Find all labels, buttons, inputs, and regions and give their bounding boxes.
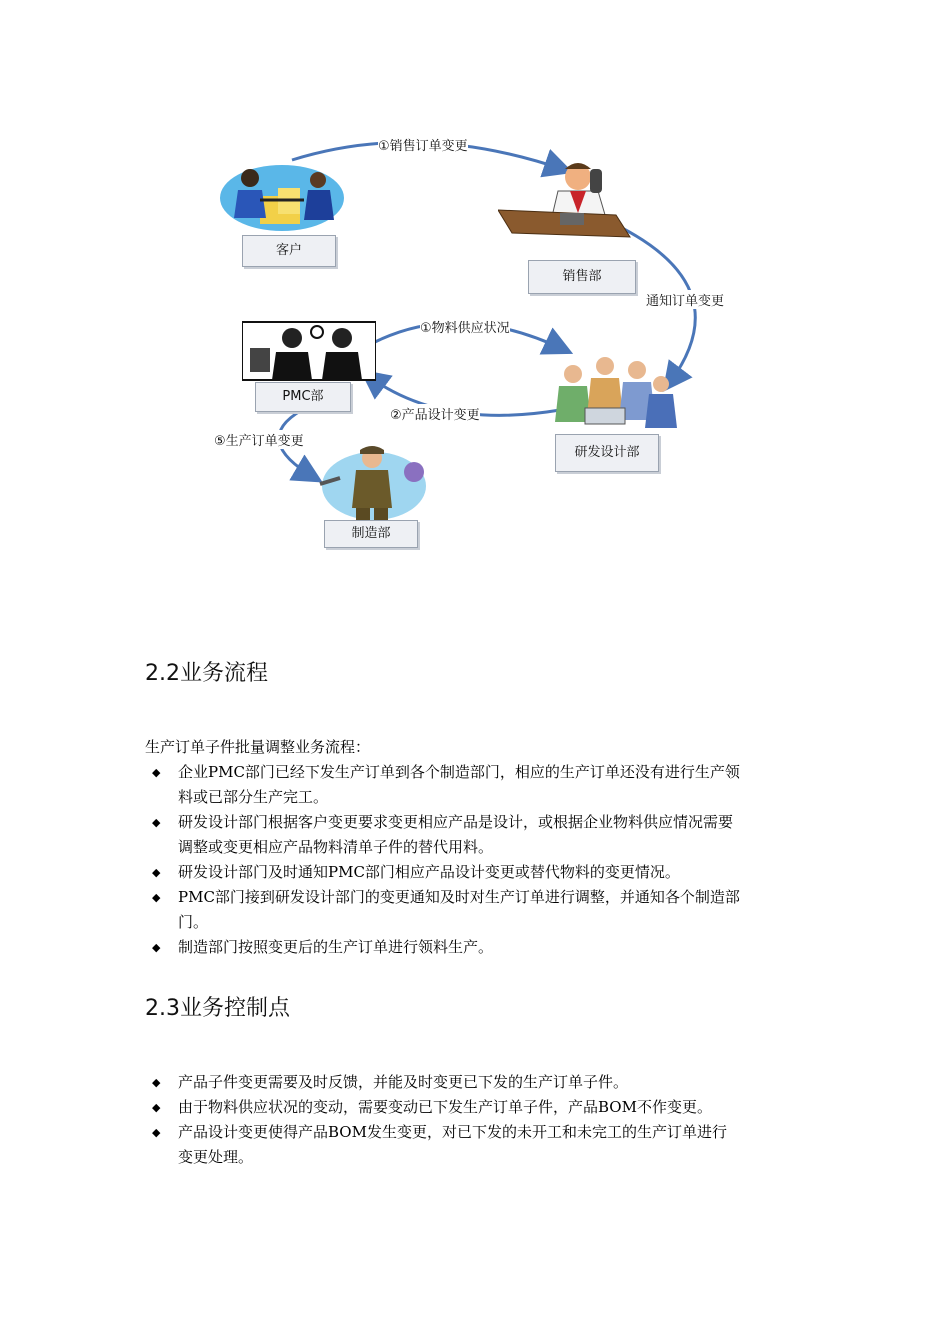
pmc-meeting-illustration [242, 318, 376, 384]
manufacturing-worker-illustration [316, 442, 434, 524]
customer-handshake-illustration [220, 160, 350, 232]
list-item [150, 760, 820, 810]
diamond-bullet-icon: ◆ [152, 1076, 161, 1089]
diamond-bullet-icon: ◆ [152, 766, 161, 779]
list-item [150, 885, 820, 935]
business-flow-diagram [0, 0, 950, 600]
list-item-line: 门。 [178, 913, 209, 931]
edge-label-product-design-change: ②产品设计变更 [390, 404, 480, 423]
node-customer-label: 客户 [275, 243, 302, 258]
node-rd [555, 434, 659, 472]
sales-phone-illustration [498, 155, 638, 255]
list-item-line: 企业PMC部门已经下发生产订单到各个制造部门，相应的生产订单还没有进行生产领 [178, 763, 740, 781]
list-item [150, 1120, 820, 1170]
flow-arrows [0, 0, 950, 600]
edge-label-production-order-change: ⑤生产订单变更 [214, 430, 304, 449]
edge-label-material-supply: ①物料供应状况 [420, 317, 510, 336]
list-item-line: 研发设计部门及时通知PMC部门相应产品设计变更或替代物料的变更情况。 [178, 863, 680, 881]
list-item [150, 1070, 820, 1095]
list-item-line: 变更处理。 [178, 1148, 254, 1166]
node-customer [242, 235, 336, 267]
node-manufacturing [324, 520, 418, 548]
node-sales-label: 销售部 [562, 269, 602, 284]
rd-team-illustration [545, 352, 680, 430]
node-pmc [255, 382, 351, 412]
list-item-line: 研发设计部门根据客户变更要求变更相应产品是设计，或根据企业物料供应情况需要 [178, 813, 734, 831]
list-item [150, 935, 820, 960]
list-item [150, 860, 820, 885]
list-item-line: PMC部门接到研发设计部门的变更通知及时对生产订单进行调整，并通知各个制造部 [178, 888, 740, 906]
list-item [150, 1095, 820, 1120]
section-heading-business-process: 2.2业务流程 [145, 661, 268, 686]
node-pmc-label: PMC部 [282, 389, 324, 404]
list-item-line: 调整或变更相应产品物料清单子件的替代用料。 [178, 838, 494, 856]
section-heading-control-points: 2.3业务控制点 [145, 996, 290, 1021]
node-sales [528, 260, 636, 294]
diamond-bullet-icon: ◆ [152, 1101, 161, 1114]
node-manufacturing-label: 制造部 [351, 526, 391, 541]
process-bullet-list [150, 760, 820, 960]
node-rd-label: 研发设计部 [574, 445, 640, 460]
list-item-line: 由于物料供应状况的变动，需要变动已下发生产订单子件，产品BOM不作变更。 [178, 1098, 712, 1116]
diamond-bullet-icon: ◆ [152, 866, 161, 879]
list-item-line: 制造部门按照变更后的生产订单进行领料生产。 [178, 938, 494, 956]
list-item-line: 料或已部分生产完工。 [178, 788, 329, 806]
control-points-bullet-list [150, 1070, 820, 1170]
diamond-bullet-icon: ◆ [152, 941, 161, 954]
diamond-bullet-icon: ◆ [152, 1126, 161, 1139]
edge-label-sales-order-change: ①销售订单变更 [378, 135, 468, 154]
list-item [150, 810, 820, 860]
edge-label-notify-order-change: 通知订单变更 [646, 290, 724, 309]
diamond-bullet-icon: ◆ [152, 891, 161, 904]
diamond-bullet-icon: ◆ [152, 816, 161, 829]
section-intro: 生产订单子件批量调整业务流程： [145, 738, 371, 756]
list-item-line: 产品子件变更需要及时反馈，并能及时变更已下发的生产订单子件。 [178, 1073, 629, 1091]
list-item-line: 产品设计变更使得产品BOM发生变更，对已下发的未开工和未完工的生产订单进行 [178, 1123, 727, 1141]
